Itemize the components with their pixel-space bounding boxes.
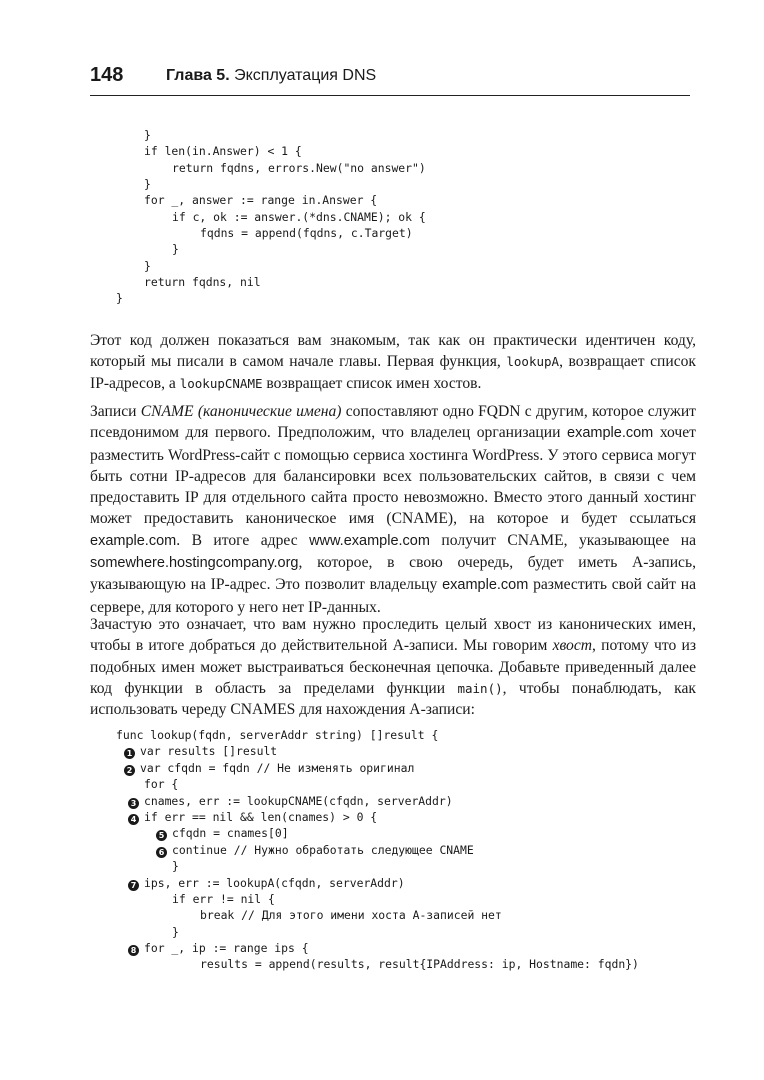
code-line [116,727,639,743]
code-line [116,225,426,241]
callout-marker: 6 [156,847,167,858]
code-text: } [116,291,123,306]
code-line [116,743,639,759]
code-text: func lookup(fqdn, serverAddr string) []result { [116,728,439,742]
code-text: if err != nil { [172,891,275,906]
code-line [116,209,426,225]
code-text: return fqdns, nil [144,275,261,290]
code-line [116,176,426,192]
page-header [90,64,674,90]
code-line [116,127,426,143]
code-line [116,274,426,290]
code-line [116,907,639,923]
paragraph-1: Этот код должен показаться вам знакомым, так как он практически идентичен коду, который мы писали в самом начале главы. Первая функция, lookupA, возвращает список IP-адресов, а lookupCNAME возвращает список имен хостов. [90,332,696,392]
running-head [166,67,376,85]
domain-example-com: example.com [90,532,177,549]
code-text: var results []result [140,744,278,759]
domain-www-example-com: www.example.com [309,532,430,549]
code-text: if err == nil && len(cnames) > 0 { [144,809,378,824]
code-listing-2 [116,727,639,973]
code-line [116,241,426,257]
code-text: } [144,128,151,142]
term-tail: хвост [552,637,593,655]
code-line [116,192,426,208]
inline-code-lookupA: lookupA [506,354,560,370]
header-rule [90,95,690,96]
code-line [116,290,426,306]
code-line [116,809,639,825]
code-text: fqdns = append(fqdns, c.Target) [200,226,413,241]
code-text: } [172,242,179,257]
domain-example-com: example.com [442,577,529,594]
code-text: return fqdns, errors.New("no answer") [172,160,426,175]
callout-marker: 2 [124,765,135,776]
code-line [116,160,426,176]
code-line [116,940,639,956]
callout-marker: 8 [128,945,139,956]
code-line [116,793,639,809]
code-text: } [144,258,151,273]
term-cname: CNAME (канонические имена) [140,403,342,420]
code-line [116,143,426,159]
code-line [116,924,639,940]
callout-marker: 7 [128,880,139,891]
code-text: } [144,177,151,192]
code-line [116,258,426,274]
code-text: results = append(results, result{IPAddress: ip, Hostname: fqdn}) [200,957,639,972]
callout-marker: 5 [156,830,167,841]
code-text: for _, answer := range in.Answer { [144,193,378,208]
paragraph-2: Записи CNAME (канонические имена) сопоставляют одно FQDN с другим, которое служит псевдонимом для первого. Предположим, что владелец организации example.com хочет разместить WordPress-сайт с помощью сервиса хостинга WordPress. У этого сервиса могут быть сотни IP-адресов для балансировки всех пользовательских сайтов, в связи с чем предоставить IP для отдельного сайта просто невозможно. Вместо этого данный хостинг может предоставить каноническое имя (CNAME), на которое и будет ссылаться example.com. В итоге адрес www.example.com получит CNAME, указывающее на somewhere.hostingcompany.org, которое, в свою очередь, будет иметь A-запись, указывающую на IP-адрес. Это позволит владельцу example.com разместить свой сайт на сервере, для которого у него нет IP-данных. [90,403,696,616]
code-line [116,842,639,858]
code-text: cfqdn = cnames[0] [172,826,289,841]
code-text: } [172,859,179,874]
code-line [116,891,639,907]
code-text: cnames, err := lookupCNAME(cfqdn, serverAddr) [144,793,453,808]
inline-code-main: main() [457,680,503,696]
code-text: var cfqdn = fqdn // Не изменять оригинал [140,760,415,775]
code-line [116,825,639,841]
code-text: if len(in.Answer) < 1 { [144,144,302,159]
callout-marker: 1 [124,748,135,759]
code-line [116,875,639,891]
callout-marker: 3 [128,798,139,809]
domain-hostingcompany: somewhere.hostingcompany.org [90,555,299,572]
code-text: continue // Нужно обработать следующее CNAME [172,842,474,857]
chapter-title: Эксплуатация DNS [234,67,377,84]
callout-marker: 4 [128,814,139,825]
code-text: if c, ok := answer.(*dns.CNAME); ok { [172,209,426,224]
code-line [116,776,639,792]
code-line [116,760,639,776]
code-text: ips, err := lookupA(cfqdn, serverAddr) [144,875,405,890]
inline-code-lookupCNAME: lookupCNAME [179,375,263,391]
code-text: for { [144,777,179,792]
code-line [116,858,639,874]
page-number: 148 [90,64,124,86]
code-text: break // Для этого имени хоста A-записей нет [200,908,502,923]
code-text: } [172,924,179,939]
domain-example-com: example.com [567,425,654,442]
code-line [116,956,639,972]
paragraph-3: Зачастую это означает, что вам нужно проследить целый хвост из канонических имен, чтобы в итоге добраться до действительной A-записи. Мы говорим хвост, потому что из подобных имен может выстраиваться бесконечная цепочка. Добавьте приведенный далее код функции в область за пределами функции main(), чтобы понаблюдать, как использовать череду CNAMES для нахождения A-записи: [90,616,696,719]
code-text: for _, ip := range ips { [144,941,309,956]
chapter-label: Глава 5. [166,67,230,84]
code-listing-1 [116,127,426,307]
